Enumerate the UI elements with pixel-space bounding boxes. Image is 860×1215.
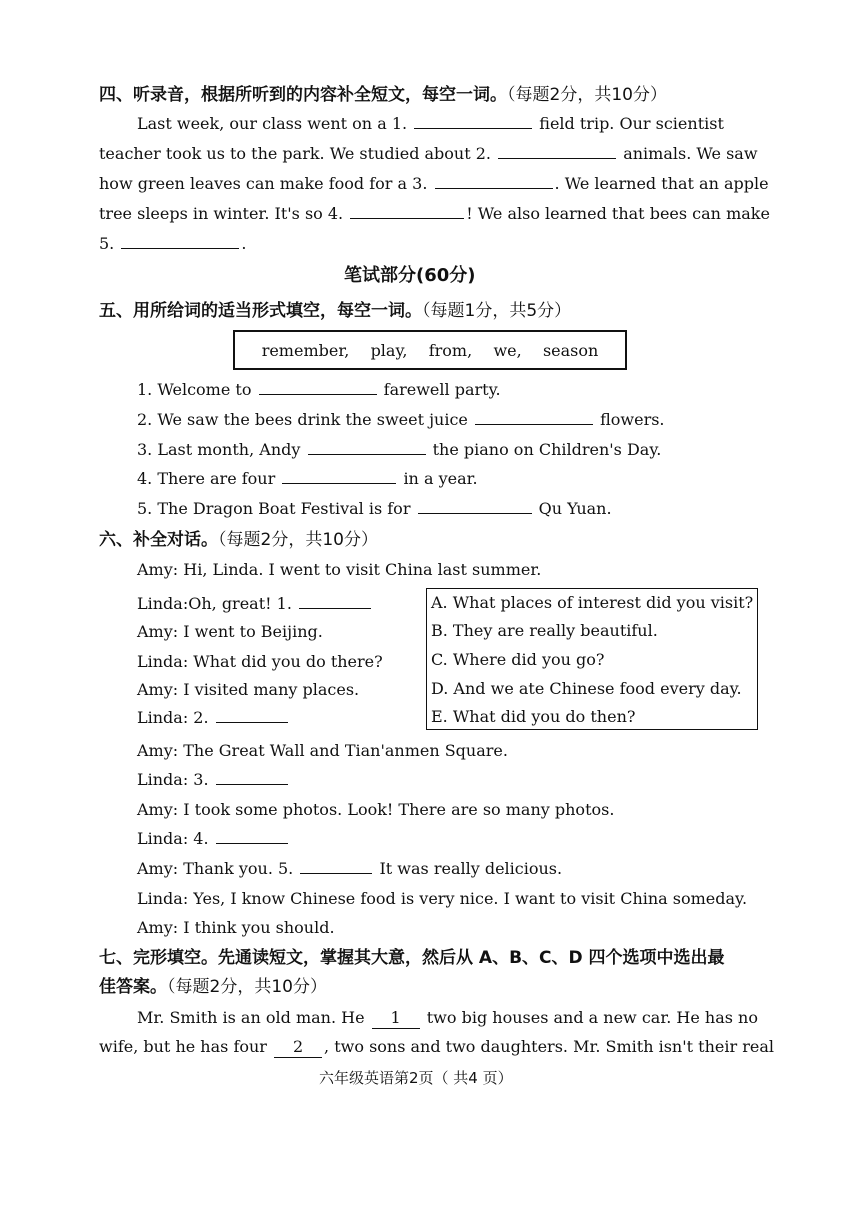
- answer-blank-3[interactable]: [435, 172, 553, 189]
- fill-blank-3[interactable]: [308, 438, 426, 455]
- answer-blank-5[interactable]: [121, 232, 239, 249]
- dialogue-line-12: [137, 887, 747, 911]
- text: Linda: 2.: [137, 708, 209, 727]
- text: It was really delicious.: [379, 859, 563, 878]
- section6-heading: [99, 528, 378, 552]
- option-e[interactable]: E. What did you do then?: [431, 707, 636, 726]
- section5-item-1: [137, 378, 501, 402]
- dialogue-blank-5[interactable]: [300, 857, 372, 874]
- text: Mr. Smith is an old man. He: [137, 1008, 365, 1027]
- section5-item-2: [137, 408, 665, 432]
- answer-blank-4[interactable]: [350, 202, 464, 219]
- section4-line-3: [99, 172, 769, 196]
- text: Amy: Thank you. 5.: [137, 859, 294, 878]
- text: 1. Welcome to: [137, 380, 252, 399]
- option-d[interactable]: D. And we ate Chinese food every day.: [431, 679, 742, 698]
- section4-heading: [99, 83, 667, 107]
- text: 5. The Dragon Boat Festival is for: [137, 499, 411, 518]
- cloze-blank-2[interactable]: 2: [274, 1037, 322, 1058]
- text: teacher took us to the park. We studied about 2.: [99, 144, 492, 163]
- text: field trip. Our scientist: [539, 114, 724, 133]
- text: Qu Yuan.: [538, 499, 612, 518]
- text: , two sons and two daughters. Mr. Smith isn't their real: [324, 1037, 774, 1056]
- section5-heading-text: 五、用所给词的适当形式填空，每空一词。: [99, 301, 422, 321]
- text: animals. We saw: [623, 144, 758, 163]
- text: Linda: What did you do there?: [137, 652, 383, 671]
- text: Amy: The Great Wall and Tian'anmen Square.: [137, 741, 508, 760]
- dialogue-line-1: [137, 558, 541, 582]
- dialogue-line-11: [137, 857, 562, 881]
- option-a[interactable]: A. What places of interest did you visit?: [431, 593, 754, 612]
- word-bank-box: [233, 330, 627, 370]
- option-b[interactable]: B. They are really beautiful.: [431, 621, 658, 640]
- fill-blank-4[interactable]: [282, 467, 396, 484]
- text: Linda: Yes, I know Chinese food is very nice. I want to visit China someday.: [137, 889, 748, 908]
- text: farewell party.: [383, 380, 501, 399]
- dialogue-blank-2[interactable]: [216, 706, 288, 723]
- text: . We learned that an apple: [554, 174, 769, 193]
- dialogue-line-10: [137, 827, 290, 851]
- section5-heading: [99, 299, 571, 323]
- page-footer: 六年级英语第2页（ 共4 页）: [319, 1069, 513, 1087]
- cloze-blank-1[interactable]: 1: [372, 1008, 420, 1029]
- answer-blank-2[interactable]: [498, 142, 616, 159]
- section7-heading-line1: 七、完形填空。先通读短文，掌握其大意，然后从 A、B、C、D 四个选项中选出最: [99, 948, 725, 968]
- section7-heading-text: 佳答案。: [99, 977, 167, 997]
- section4-score: （每题2分，共10分）: [507, 85, 667, 105]
- text: the piano on Children's Day.: [432, 440, 662, 459]
- text: 5.: [99, 234, 115, 253]
- option-c[interactable]: C. Where did you go?: [431, 650, 605, 669]
- section6-score: （每题2分，共10分）: [218, 530, 378, 550]
- word-bank-text: remember, play, from, we, season: [261, 340, 599, 360]
- section4-line-2: [99, 142, 758, 166]
- cloze-line-2: [99, 1035, 774, 1059]
- cloze-line-1: [137, 1006, 758, 1030]
- text: Amy: Hi, Linda. I went to visit China last summer.: [137, 560, 542, 579]
- section4-line-1: [137, 112, 724, 136]
- text: how green leaves can make food for a 3.: [99, 174, 428, 193]
- section5-item-4: [137, 467, 478, 491]
- section5-score: （每题1分，共5分）: [422, 301, 572, 321]
- section6-heading-text: 六、补全对话。: [99, 530, 218, 550]
- section4-line-5: [99, 232, 246, 256]
- dialogue-line-8: [137, 768, 290, 792]
- fill-blank-1[interactable]: [259, 378, 377, 395]
- text: in a year.: [403, 469, 478, 488]
- dialogue-line-7: [137, 739, 508, 763]
- answer-blank-1[interactable]: [414, 112, 532, 129]
- dialogue-line-2: [137, 592, 373, 616]
- section4-heading-text: 四、听录音，根据所听到的内容补全短文，每空一词。: [99, 85, 507, 105]
- section7-score: （每题2分，共10分）: [167, 977, 327, 997]
- text: two big houses and a new car. He has no: [426, 1008, 758, 1027]
- text: 4. There are four: [137, 469, 276, 488]
- text: Amy: I took some photos. Look! There are so many photos.: [137, 800, 615, 819]
- text: .: [241, 234, 247, 253]
- text: tree sleeps in winter. It's so 4.: [99, 204, 344, 223]
- text: 2. We saw the bees drink the sweet juice: [137, 410, 468, 429]
- text: Linda: 4.: [137, 829, 209, 848]
- dialogue-line-3: [137, 620, 323, 644]
- text: flowers.: [600, 410, 665, 429]
- section5-item-5: [137, 497, 612, 521]
- text: Linda:Oh, great! 1.: [137, 594, 292, 613]
- dialogue-line-13: [137, 916, 335, 940]
- dialogue-blank-3[interactable]: [216, 768, 288, 785]
- dialogue-line-4: [137, 650, 383, 674]
- dialogue-blank-1[interactable]: [299, 592, 371, 609]
- text: 3. Last month, Andy: [137, 440, 301, 459]
- fill-blank-5[interactable]: [418, 497, 532, 514]
- dialogue-blank-4[interactable]: [216, 827, 288, 844]
- written-part-title: 笔试部分(60分): [344, 265, 476, 286]
- dialogue-line-9: [137, 798, 614, 822]
- section7-heading-line2: [99, 975, 327, 999]
- dialogue-line-6: [137, 706, 290, 730]
- text: Last week, our class went on a 1.: [137, 114, 408, 133]
- section5-item-3: [137, 438, 661, 462]
- text: ! We also learned that bees can make: [466, 204, 770, 223]
- section4-line-4: [99, 202, 770, 226]
- text: Amy: I visited many places.: [137, 680, 360, 699]
- text: Linda: 3.: [137, 770, 209, 789]
- options-box: [426, 588, 758, 730]
- dialogue-line-5: [137, 678, 359, 702]
- text: Amy: I went to Beijing.: [137, 622, 323, 641]
- text: Amy: I think you should.: [137, 918, 335, 937]
- fill-blank-2[interactable]: [475, 408, 593, 425]
- text: wife, but he has four: [99, 1037, 267, 1056]
